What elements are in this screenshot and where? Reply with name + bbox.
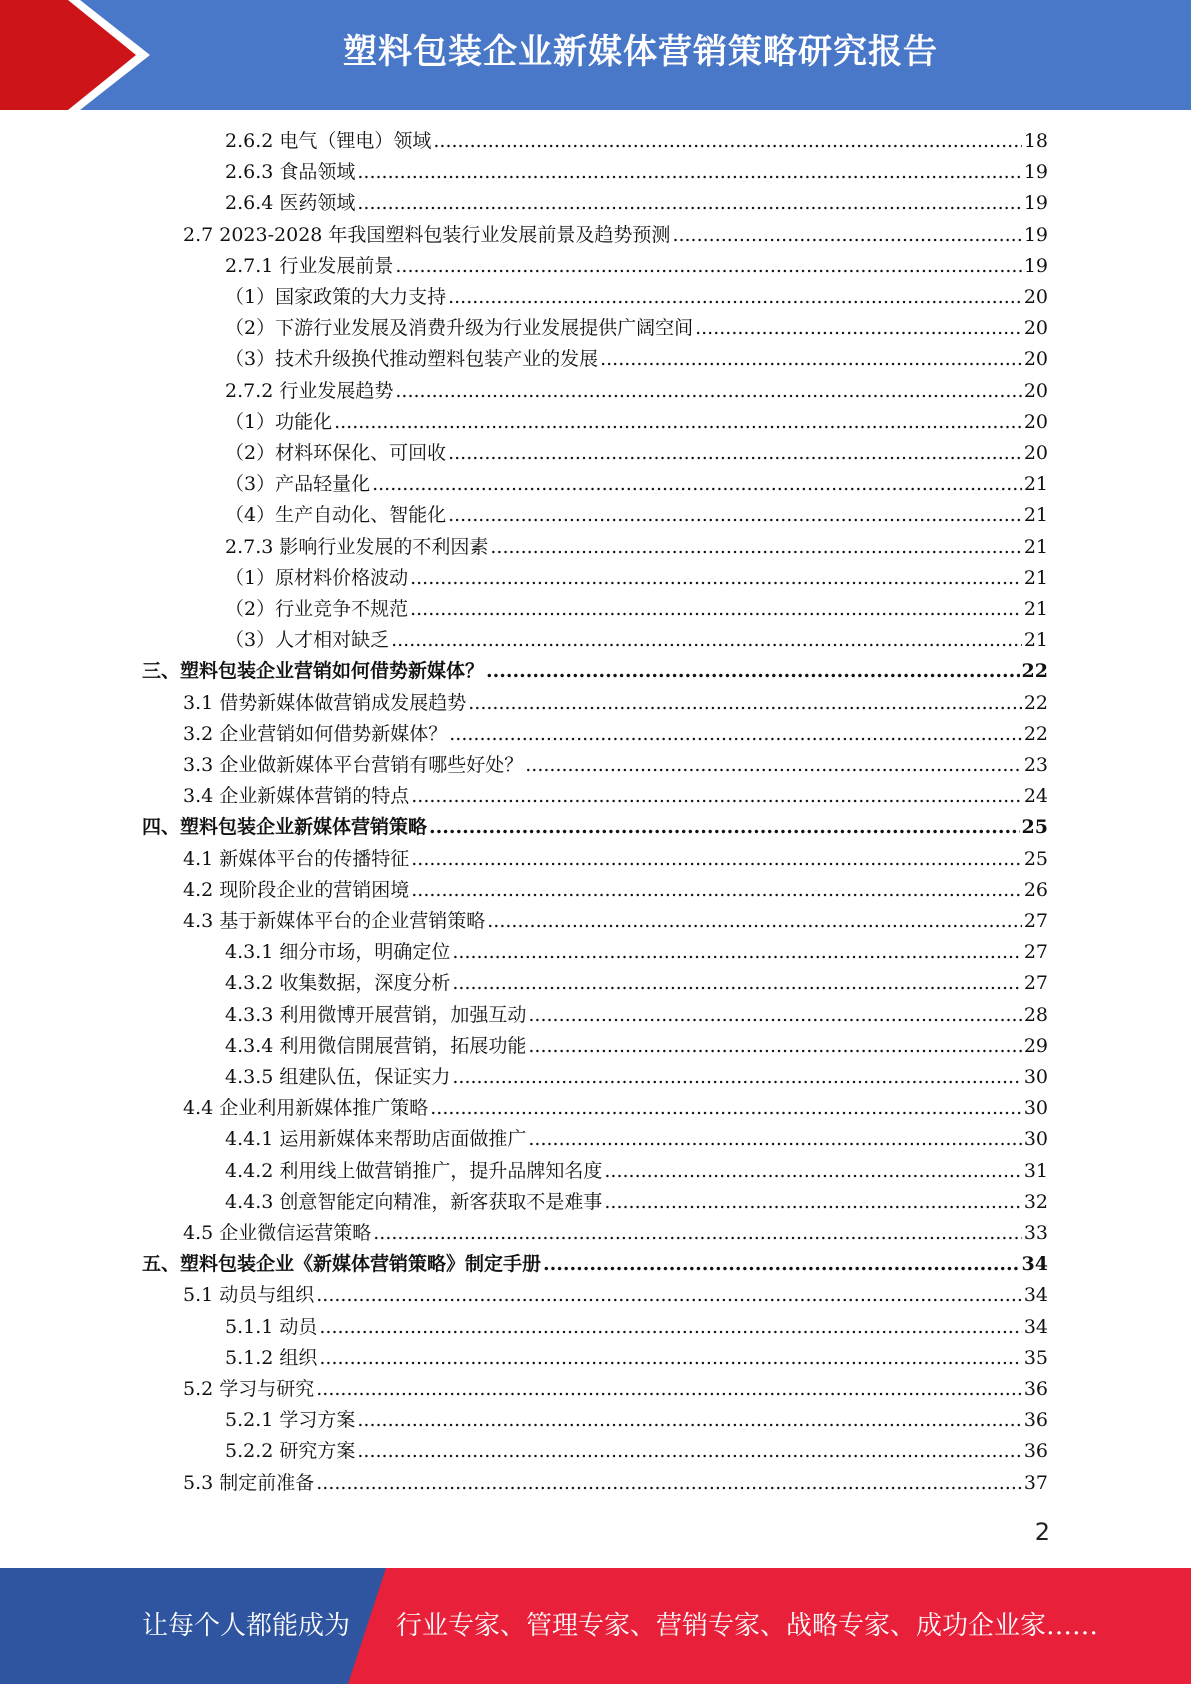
toc-entry-page: 34 (1023, 1315, 1048, 1338)
toc-entry-page: 36 (1023, 1409, 1048, 1432)
toc-entry[interactable] (225, 1312, 1048, 1343)
page-number: 2 (1034, 1518, 1050, 1546)
toc-entry[interactable] (225, 344, 1048, 375)
toc-entry-label: 5.2.1 学习方案 (225, 1409, 356, 1432)
toc-dot-leader (448, 282, 1022, 313)
toc-entry-page: 20 (1023, 442, 1048, 464)
toc-entry[interactable] (225, 251, 1048, 282)
toc-entry-label: 4.4 企业利用新媒体推广策略 (183, 1097, 429, 1120)
toc-entry-label: （3）技术升级换代推动塑料包装产业的发展 (225, 348, 599, 371)
toc-entry[interactable] (225, 968, 1048, 999)
toc-entry-label: （3）人才相对缺乏 (225, 629, 390, 652)
toc-entry[interactable] (183, 875, 1048, 906)
toc-entry-label: 5.1 动员与组织 (183, 1284, 315, 1307)
toc-entry-label: 4.2 现阶段企业的营销困境 (183, 878, 410, 901)
toc-entry-page: 21 (1023, 473, 1048, 496)
toc-entry-label: （1）国家政策的大力支持 (225, 286, 447, 308)
toc-entry[interactable] (183, 1280, 1048, 1311)
toc-entry-page: 25 (1021, 816, 1048, 839)
toc-entry-label: 3.1 借势新媒体做营销成发展趋势 (183, 691, 467, 714)
toc-entry[interactable] (183, 906, 1048, 937)
toc-entry-label: （1）功能化 (225, 410, 333, 433)
toc-dot-leader (316, 1280, 1022, 1311)
toc-entry-label: （4）生产自动化、智能化 (225, 504, 447, 527)
toc-entry-page: 37 (1023, 1471, 1048, 1494)
toc-entry[interactable] (142, 1249, 1048, 1280)
toc-entry-label: 2.7 2023-2028 年我国塑料包装行业发展前景及趋势预测 (183, 223, 671, 246)
toc-entry-label: 5.2 学习与研究 (183, 1378, 315, 1400)
toc-entry-label: （2）下游行业发展及消费升级为行业发展提供广阔空间 (225, 317, 694, 340)
toc-entry-page: 22 (1023, 722, 1048, 745)
toc-dot-leader (604, 1156, 1021, 1187)
toc-entry-page: 35 (1023, 1346, 1048, 1369)
toc-entry-page: 28 (1023, 1003, 1048, 1026)
toc-dot-leader (600, 344, 1022, 375)
toc-entry[interactable] (183, 750, 1048, 781)
toc-entry-page: 21 (1023, 629, 1048, 652)
toc-dot-leader (528, 1000, 1021, 1031)
toc-dot-leader (429, 812, 1020, 843)
toc-entry[interactable] (225, 1156, 1048, 1187)
toc-dot-leader (468, 688, 1022, 719)
toc-entry-page: 21 (1023, 566, 1048, 589)
toc-entry-page: 30 (1023, 1128, 1048, 1151)
toc-dot-leader (319, 1312, 1021, 1343)
toc-entry[interactable] (225, 625, 1048, 656)
toc-dot-leader (391, 625, 1022, 656)
toc-dot-leader (543, 1249, 1020, 1280)
toc-entry-label: 2.7.1 行业发展前景 (225, 254, 394, 277)
toc-dot-leader (316, 1468, 1022, 1499)
toc-entry[interactable] (225, 188, 1048, 219)
toc-entry-label: 4.3.5 组建队伍，保证实力 (225, 1066, 451, 1088)
toc-entry-label: 2.6.2 电气（锂电）领域 (225, 130, 432, 152)
toc-dot-leader (319, 1343, 1021, 1374)
toc-entry[interactable] (225, 282, 1048, 313)
toc-entry-label: 3.2 企业营销如何借势新媒体？ (183, 722, 448, 745)
toc-entry-label: （1）原材料价格波动 (225, 566, 409, 589)
toc-dot-leader (357, 188, 1021, 219)
toc-entry-page: 21 (1023, 535, 1048, 558)
footer-slogan-left: 让每个人都能成为 (142, 1611, 351, 1641)
toc-entry-page: 21 (1023, 598, 1048, 620)
toc-entry-page: 25 (1023, 847, 1048, 870)
toc-entry-label: 5.1.2 组织 (225, 1346, 318, 1369)
toc-entry-page: 20 (1023, 410, 1048, 433)
toc-entry-page: 27 (1023, 941, 1048, 964)
toc-entry-label: 4.4.2 利用线上做营销推广，提升品牌知名度 (225, 1159, 603, 1182)
toc-dot-leader (395, 251, 1021, 282)
toc-dot-leader (433, 126, 1021, 157)
toc-entry-page: 36 (1023, 1378, 1048, 1400)
toc-dot-leader (448, 500, 1022, 531)
toc-entry-page: 27 (1023, 910, 1048, 932)
toc-entry[interactable] (225, 500, 1048, 531)
toc-entry-page: 34 (1023, 1284, 1048, 1307)
toc-dot-leader (449, 719, 1022, 750)
toc-entry-page: 19 (1023, 254, 1048, 277)
toc-dot-leader (452, 1062, 1021, 1093)
page-header (0, 0, 1191, 110)
footer-slogan-right: 行业专家、管理专家、营销专家、战略专家、成功企业家…… (396, 1611, 1099, 1641)
toc-entry-label: 五、塑料包装企业《新媒体营销策略》制定手册 (142, 1253, 542, 1276)
toc-entry[interactable] (183, 1093, 1048, 1124)
toc-entry-page: 30 (1023, 1066, 1048, 1088)
toc-dot-leader (487, 906, 1022, 937)
toc-dot-leader (695, 313, 1022, 344)
toc-entry[interactable] (183, 688, 1048, 719)
toc-dot-leader (448, 438, 1022, 469)
toc-entry[interactable] (225, 1405, 1048, 1436)
toc-entry[interactable] (225, 563, 1048, 594)
toc-dot-leader (411, 781, 1022, 812)
page-footer (0, 1568, 1191, 1684)
toc-entry-label: 4.4.3 创意智能定向精准，新客获取不是难事 (225, 1190, 603, 1213)
toc-entry[interactable] (225, 469, 1048, 500)
toc-entry-page: 20 (1023, 317, 1048, 340)
toc-entry[interactable] (225, 157, 1048, 188)
toc-entry-page: 19 (1023, 192, 1048, 215)
toc-entry-page: 34 (1021, 1253, 1048, 1276)
toc-entry[interactable] (225, 1436, 1048, 1467)
toc-entry-page: 21 (1023, 504, 1048, 527)
toc-dot-leader (490, 532, 1021, 563)
toc-entry-page: 24 (1023, 785, 1048, 808)
toc-entry-label: 2.6.4 医药领域 (225, 192, 356, 215)
toc-entry[interactable] (183, 220, 1048, 251)
toc-entry-page: 27 (1023, 972, 1048, 995)
toc-dot-leader (410, 594, 1022, 625)
toc-entry[interactable] (225, 438, 1048, 469)
toc-entry-label: 5.1.1 动员 (225, 1315, 318, 1338)
toc-dot-leader (411, 875, 1022, 906)
toc-entry-label: 4.3 基于新媒体平台的企业营销策略 (183, 910, 486, 932)
toc-dot-leader (373, 1218, 1022, 1249)
toc-entry-label: 2.7.2 行业发展趋势 (225, 379, 394, 402)
toc-entry-page: 23 (1023, 754, 1048, 776)
toc-entry-label: 4.1 新媒体平台的传播特征 (183, 847, 410, 870)
toc-dot-leader (411, 844, 1022, 875)
toc-entry[interactable] (183, 781, 1048, 812)
toc-entry[interactable] (142, 812, 1048, 843)
toc-entry-page: 30 (1023, 1097, 1048, 1120)
toc-entry[interactable] (225, 594, 1048, 625)
toc-dot-leader (672, 220, 1021, 251)
toc-entry[interactable] (225, 313, 1048, 344)
toc-dot-leader (528, 1124, 1021, 1155)
toc-entry-label: 4.5 企业微信运营策略 (183, 1222, 372, 1244)
toc-entry[interactable] (183, 1218, 1048, 1249)
toc-entry-label: （2）材料环保化、可回收 (225, 442, 447, 464)
toc-entry-label: 4.3.4 利用微信開展营销，拓展功能 (225, 1034, 527, 1057)
toc-entry[interactable] (225, 1031, 1048, 1062)
toc-entry-page: 22 (1023, 691, 1048, 714)
toc-dot-leader (395, 376, 1021, 407)
toc-entry[interactable] (183, 844, 1048, 875)
toc-dot-leader (452, 937, 1021, 968)
toc-entry[interactable] (225, 126, 1048, 157)
toc-entry-label: 3.3 企业做新媒体平台营销有哪些好处？ (183, 754, 524, 776)
toc-dot-leader (410, 563, 1022, 594)
toc-entry-page: 20 (1023, 348, 1048, 371)
toc-entry[interactable] (225, 532, 1048, 563)
toc-entry-label: 四、塑料包装企业新媒体营销策略 (142, 816, 428, 839)
toc-dot-leader (486, 656, 1020, 687)
toc-entry-label: 4.3.1 细分市场，明确定位 (225, 941, 451, 964)
toc-entry-page: 32 (1023, 1190, 1048, 1213)
toc-entry-label: （2）行业竞争不规范 (225, 598, 409, 620)
toc-entry-page: 36 (1023, 1440, 1048, 1463)
toc-entry-page: 33 (1023, 1222, 1048, 1244)
toc-entry[interactable] (225, 1124, 1048, 1155)
toc-entry[interactable] (183, 1468, 1048, 1499)
toc-entry-label: 5.3 制定前准备 (183, 1471, 315, 1494)
toc-entry-page: 29 (1023, 1034, 1048, 1057)
toc-entry[interactable] (225, 1000, 1048, 1031)
toc-entry-page: 22 (1021, 660, 1048, 683)
toc-entry-page: 19 (1023, 223, 1048, 246)
toc-entry[interactable] (183, 719, 1048, 750)
toc-entry-label: （3）产品轻量化 (225, 473, 371, 496)
toc-dot-leader (372, 469, 1022, 500)
toc-entry-page: 20 (1023, 286, 1048, 308)
toc-dot-leader (452, 968, 1021, 999)
toc-dot-leader (357, 1405, 1021, 1436)
toc-entry-page: 19 (1023, 161, 1048, 184)
toc-dot-leader (604, 1187, 1021, 1218)
toc-dot-leader (357, 1436, 1021, 1467)
toc-entry[interactable] (183, 1374, 1048, 1405)
toc-entry[interactable] (225, 1343, 1048, 1374)
toc-entry-label: 2.7.3 影响行业发展的不利因素 (225, 535, 489, 558)
toc-dot-leader (334, 407, 1022, 438)
toc-entry-label: 5.2.2 研究方案 (225, 1440, 356, 1463)
toc-entry-page: 26 (1023, 878, 1048, 901)
toc-entry[interactable] (225, 1062, 1048, 1093)
toc-dot-leader (316, 1374, 1022, 1405)
toc-entry-label: 三、塑料包装企业营销如何借势新媒体？ (142, 660, 485, 683)
toc-entry-label: 3.4 企业新媒体营销的特点 (183, 785, 410, 808)
toc-entry[interactable] (142, 656, 1048, 687)
toc-entry[interactable] (225, 1187, 1048, 1218)
toc-entry-page: 20 (1023, 379, 1048, 402)
toc-entry-page: 18 (1023, 130, 1048, 152)
toc-entry[interactable] (225, 937, 1048, 968)
report-title: 塑料包装企业新媒体营销策略研究报告 (343, 32, 938, 72)
toc-entry-label: 2.6.3 食品领域 (225, 161, 356, 184)
toc-entry[interactable] (225, 407, 1048, 438)
toc-dot-leader (525, 750, 1022, 781)
toc-entry[interactable] (225, 376, 1048, 407)
toc-dot-leader (430, 1093, 1022, 1124)
toc-entry-label: 4.4.1 运用新媒体来帮助店面做推广 (225, 1128, 527, 1151)
toc-entry-label: 4.3.2 收集数据，深度分析 (225, 972, 451, 995)
toc-dot-leader (528, 1031, 1021, 1062)
toc-entry-page: 31 (1023, 1159, 1048, 1182)
toc-dot-leader (357, 157, 1021, 188)
toc-entry-label: 4.3.3 利用微博开展营销，加强互动 (225, 1003, 527, 1026)
